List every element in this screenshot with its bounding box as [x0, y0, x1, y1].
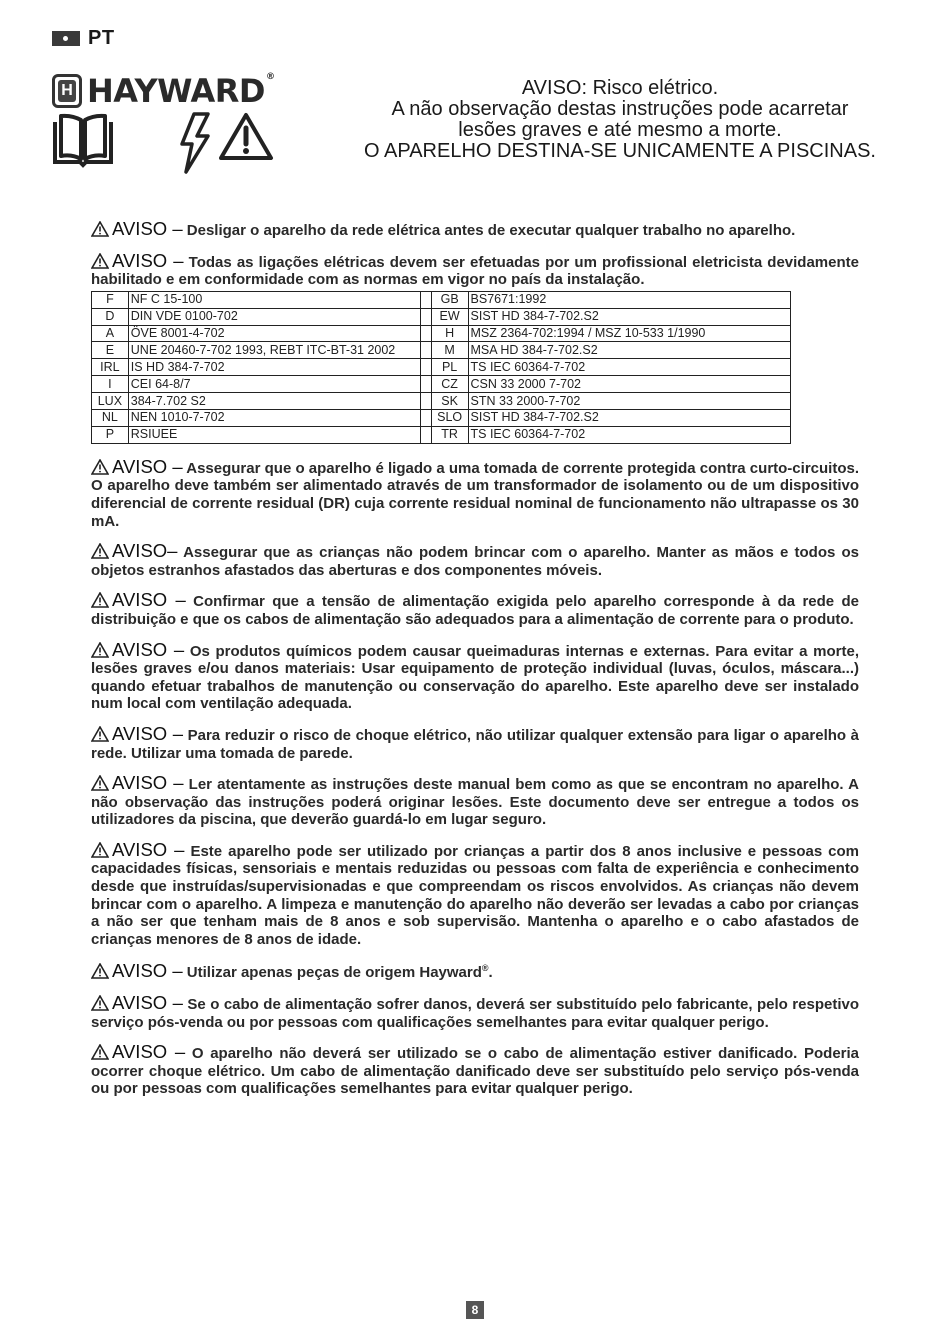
warning-paragraph [91, 838, 860, 949]
language-code: PT [88, 27, 115, 49]
country-code: SLO [431, 410, 468, 427]
country-code: A [92, 325, 129, 342]
table-row [92, 342, 791, 359]
table-row [92, 376, 791, 393]
aviso-label: AVISO – [112, 218, 183, 239]
paragraph-text: Utilizar apenas peças de origem Hayward [186, 964, 482, 982]
standard-name: IS HD 384-7-702 [128, 359, 420, 376]
paragraph-tail: . [488, 964, 493, 982]
warning-triangle-icon [91, 726, 109, 742]
country-code: F [92, 291, 129, 308]
hayward-logo-text [87, 72, 274, 110]
paragraph-text: Todas as ligações elétricas devem ser efetuadas por um profissional eletricista devidamente habilitado e em conformidade com as normas em vigor no país da instalação. [91, 253, 859, 289]
aviso-label: AVISO– [112, 540, 178, 562]
warning-paragraph [91, 542, 859, 579]
country-code: I [92, 376, 129, 393]
standard-name: ÖVE 8001-4-702 [128, 325, 420, 342]
standard-name: SIST HD 384-7-702.S2 [468, 410, 790, 427]
manual-book-icon [52, 112, 114, 168]
warning-paragraph [91, 455, 859, 530]
warning-triangle-icon [91, 459, 109, 475]
standard-name: TS IEC 60364-7-702 [468, 426, 790, 443]
table-row [92, 393, 791, 410]
aviso-label: AVISO – [112, 249, 184, 271]
warning-paragraph [91, 249, 859, 289]
warning-triangle-icon [91, 543, 109, 559]
warning-triangle-icon [91, 642, 109, 658]
warning-line: lesões graves e até mesmo a morte. [458, 119, 782, 141]
aviso-label: AVISO – [112, 772, 184, 794]
paragraph-text: O aparelho não deverá ser utilizado se o cabo de alimentação estiver danificado. Poderia ocorrer choque elétrico. Um cabo de alimentação danificado deve ser substituído pelo serviço pós-venda ou por pessoas com qualificações semelhantes para evitar qualquer perigo. [91, 1045, 860, 1098]
table-gap [421, 376, 432, 393]
standard-name: BS7671:1992 [468, 291, 790, 308]
paragraph-text: Para reduzir o risco de choque elétrico, não utilizar qualquer extensão para ligar o aparelho à rede. Utilizar uma tomada de parede. [91, 726, 860, 762]
page-number: 8 [466, 1301, 484, 1319]
hayward-logo-letter: H [58, 80, 76, 102]
standard-name: UNE 20460-7-702 1993, REBT ITC-BT-31 2002 [128, 342, 420, 359]
warning-triangle-icon [91, 253, 109, 269]
standard-name: NF C 15-100 [128, 291, 420, 308]
registered-mark: ® [481, 963, 489, 974]
hayward-logo-mark [52, 74, 82, 108]
standard-name: STN 33 2000-7-702 [468, 393, 790, 410]
table-row [92, 359, 791, 376]
table-gap [421, 291, 432, 308]
country-code: P [92, 426, 129, 443]
country-code: GB [431, 291, 468, 308]
table-row [92, 410, 791, 427]
country-code: D [92, 308, 129, 325]
standard-name: MSA HD 384-7-702.S2 [468, 342, 790, 359]
aviso-label: AVISO – [112, 838, 185, 860]
brand-registered-mark: ® [265, 72, 275, 82]
standard-name: CSN 33 2000 7-702 [468, 376, 790, 393]
warning-paragraph [91, 994, 859, 1031]
country-code: CZ [431, 376, 468, 393]
warning-triangle-icon [91, 842, 109, 858]
paragraph-text: Assegurar que o aparelho é ligado a uma tomada de corrente protegida contra curto-circuitos. O aparelho deve também ser alimentado através de um transformador de isolamento ou de um dispositivo diferencial de corrente residual (DR) cuja corrente residual nominal de funcionamento não ultrapasse os 30 mA. [91, 459, 859, 530]
lightning-bolt-icon [178, 112, 212, 174]
hayward-logo [52, 72, 274, 110]
warning-triangle-icon [91, 963, 109, 979]
paragraph-text: Ler atentamente as instruções deste manual bem como as que se encontram no aparelho. A não observação das instruções poderá originar lesões. Este documento deve ser entregue a todos os utilizadores da piscina, que deverão guardá-lo em lugar seguro. [91, 776, 859, 829]
table-gap [421, 359, 432, 376]
warning-paragraph [91, 1043, 859, 1098]
aviso-label: AVISO – [112, 589, 186, 611]
table-row [92, 308, 791, 325]
warning-line: AVISO: Risco elétrico. [521, 77, 719, 99]
standard-name: MSZ 2364-702:1994 / MSZ 10-533 1/1990 [468, 325, 790, 342]
country-code: IRL [92, 359, 129, 376]
language-tag [52, 27, 115, 50]
warning-triangle-icon [91, 775, 109, 791]
warning-triangle-icon [218, 112, 274, 162]
table-gap [421, 426, 432, 443]
country-code: SK [431, 393, 468, 410]
warning-paragraph [91, 220, 859, 240]
safety-icons [52, 112, 274, 174]
country-code: H [431, 325, 468, 342]
warning-paragraph [91, 960, 859, 982]
table-gap [421, 393, 432, 410]
table-gap [421, 342, 432, 359]
standard-name: SIST HD 384-7-702.S2 [468, 308, 790, 325]
paragraph-text: Se o cabo de alimentação sofrer danos, deverá ser substituído pelo fabricante, pelo respetivo serviço pós-venda ou por pessoas com qualificações semelhantes para evitar qualquer perigo. [91, 996, 859, 1031]
warning-paragraph [91, 774, 859, 829]
paragraph-text: Este aparelho pode ser utilizado por crianças a partir dos 8 anos inclusive e pessoas com capacidades físicas, sensoriais e mentais reduzidas ou pessoas com falta de experiência e conhecimento desde que instruídas/supervisionadas e que compreendam os riscos envolvidos. As crianças não devem brincar com o aparelho. A limpeza e manutenção do aparelho não deverão ser levadas a cabo por crianças a não ser que tenham mais de 8 anos e sob supervisão. Mantenha o aparelho e o cabo afastados de crianças menores de 8 anos de idade. [91, 842, 860, 948]
paragraph-text: Desligar o aparelho da rede elétrica antes de executar qualquer trabalho no aparelho. [186, 222, 796, 239]
warning-triangle-icon [91, 592, 109, 608]
aviso-label: AVISO – [112, 638, 185, 660]
table-row [92, 291, 791, 308]
paragraph-text: Confirmar que a tensão de alimentação exigida pelo aparelho corresponde à da rede de distribuição e que os cabos de alimentação são adequados para a alimentação de corrente para o produto. [91, 593, 859, 628]
warning-paragraph [91, 638, 860, 713]
main-warning-block [320, 78, 920, 162]
aviso-label: AVISO – [112, 1041, 186, 1063]
table-gap [421, 308, 432, 325]
standard-name: NEN 1010-7-702 [128, 410, 420, 427]
warning-triangle-icon [91, 221, 109, 237]
standard-name: DIN VDE 0100-702 [128, 308, 420, 325]
standard-name: CEI 64-8/7 [128, 376, 420, 393]
standard-name: RSIUEE [128, 426, 420, 443]
warning-paragraph [91, 722, 860, 762]
safety-content [91, 220, 859, 1110]
country-code: EW [431, 308, 468, 325]
brand-name: HAYWARD [87, 72, 265, 110]
table-gap [421, 325, 432, 342]
country-code: LUX [92, 393, 129, 410]
warning-triangle-icon [91, 995, 109, 1011]
aviso-label: AVISO – [112, 722, 184, 744]
flag-icon [52, 31, 80, 46]
warning-line: A não observação destas instruções pode acarretar [391, 98, 849, 120]
aviso-label: AVISO – [112, 455, 183, 477]
country-code: E [92, 342, 129, 359]
warning-triangle-icon [91, 1044, 109, 1060]
country-code: NL [92, 410, 129, 427]
table-gap [421, 410, 432, 427]
aviso-label: AVISO – [112, 992, 183, 1014]
paragraph-text: Assegurar que as crianças não podem brincar com o aparelho. Manter as mãos e todos os objetos estranhos afastados das aberturas e dos componentes móveis. [91, 544, 859, 579]
norms-table [91, 291, 791, 444]
country-code: M [431, 342, 468, 359]
country-code: PL [431, 359, 468, 376]
country-code: TR [431, 426, 468, 443]
warning-line: O APARELHO DESTINA-SE UNICAMENTE A PISCINAS. [364, 140, 876, 162]
aviso-label: AVISO – [112, 960, 183, 982]
paragraph-text: Os produtos químicos podem causar queimaduras internas e externas. Para evitar a morte, lesões graves e/ou danos materiais: Usar equipamento de proteção individual (luvas, óculos, máscara...) quando efetuar trabalhos de manutenção ou conservação do aparelho. Este aparelho deve ser instalado num local com ventilação adequada. [91, 642, 860, 713]
table-row [92, 325, 791, 342]
standard-name: TS IEC 60364-7-702 [468, 359, 790, 376]
warning-paragraph [91, 591, 859, 628]
standard-name: 384-7.702 S2 [128, 393, 420, 410]
table-row [92, 426, 791, 443]
